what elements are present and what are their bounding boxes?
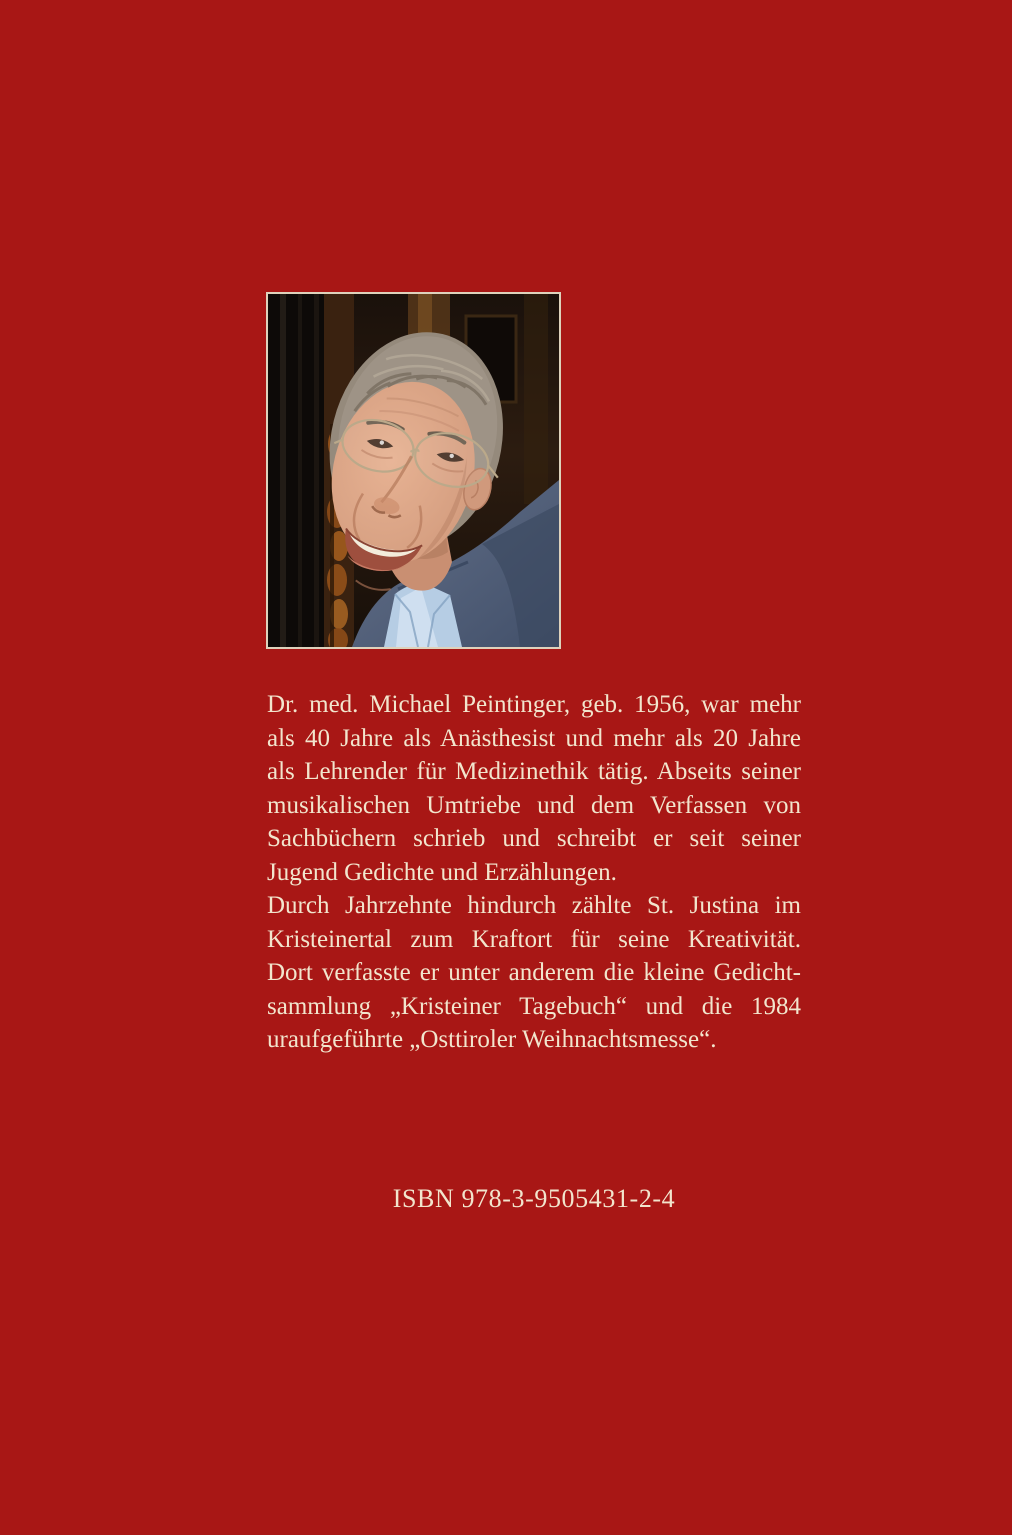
- bio-line: als Lehrender für Medizinethik tätig. Abseits seiner: [267, 758, 801, 785]
- bio-line: Dr. med. Michael Peintinger, geb. 1956, war mehr: [267, 691, 801, 718]
- isbn-label: ISBN 978-3-9505431-2-4: [392, 1184, 676, 1213]
- author-photo: [266, 292, 561, 649]
- author-portrait-image: [268, 294, 559, 647]
- bio-line: Dort verfasste er unter anderem die kleine Gedicht-: [267, 959, 801, 986]
- bio-line: Sachbüchern schrieb und schreibt er seit seiner: [267, 825, 801, 852]
- bio-line: sammlung „Kristeiner Tagebuch“ und die 1984: [267, 992, 801, 1020]
- bio-line: musikalischen Umtriebe und dem Verfassen von: [267, 791, 801, 819]
- bio-line: Jugend Gedichte und Erzählungen.: [267, 858, 617, 886]
- bio-line: uraufgeführte „Osttiroler Weihnachtsmesse“.: [267, 1026, 717, 1053]
- bio-paragraph: [267, 889, 801, 1057]
- bio-line: Durch Jahrzehnte hindurch zählte St. Justina im: [267, 892, 801, 919]
- bio-line: Kristeinertal zum Kraftort für seine Kreativität.: [267, 925, 801, 953]
- author-bio-text: [267, 688, 801, 1057]
- bio-paragraph: [267, 688, 801, 889]
- bio-line: als 40 Jahre als Anästhesist und mehr als 20 Jahre: [267, 724, 801, 752]
